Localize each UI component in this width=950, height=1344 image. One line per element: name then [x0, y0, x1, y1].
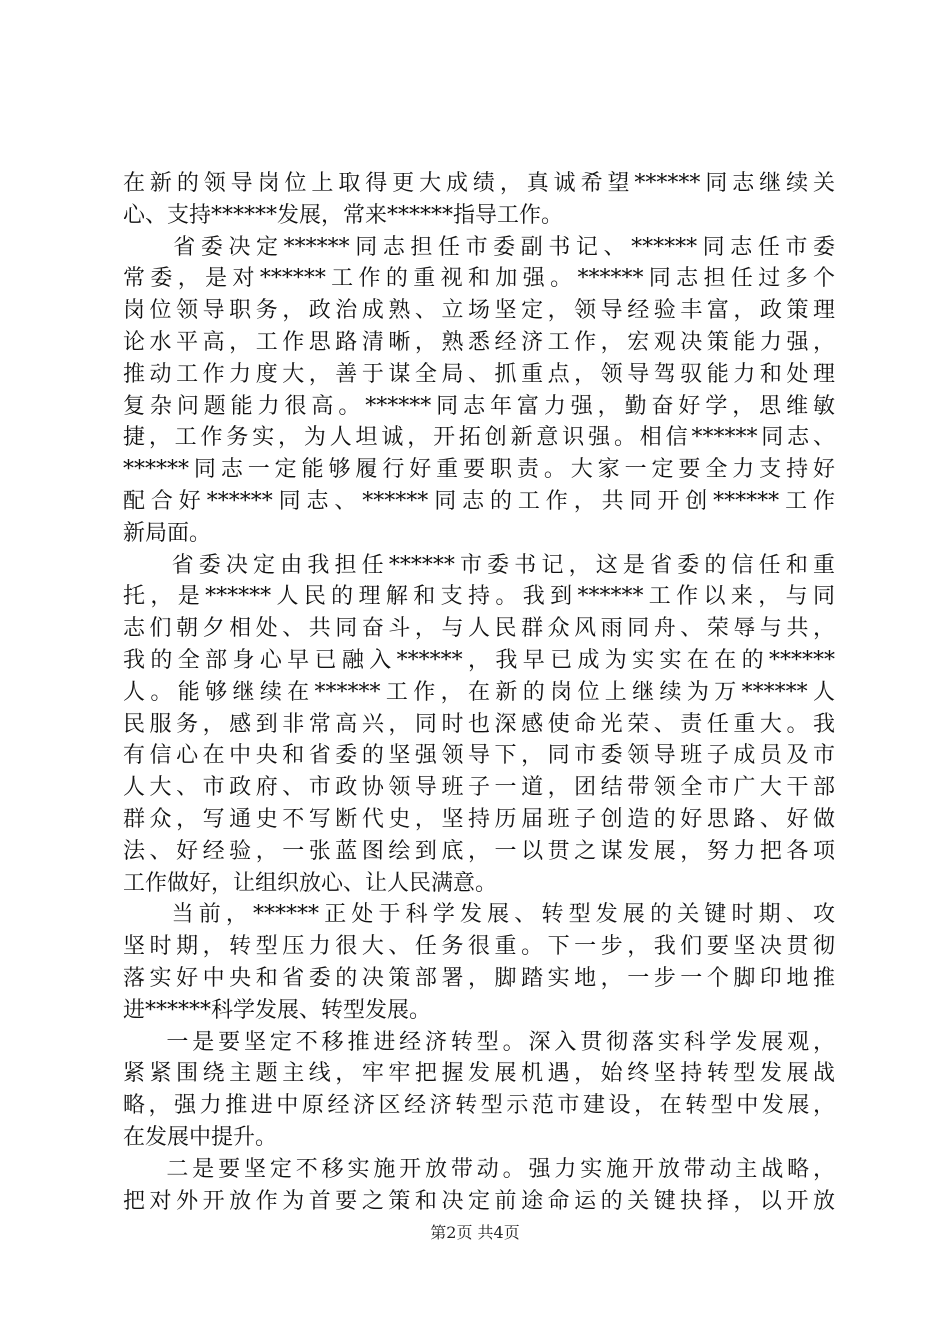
- text-line: 法、好经验，一张蓝图绘到底，一以贯之谋发展，努力把各项: [123, 838, 835, 864]
- text-line: 人。能够继续在******工作，在新的岗位上继续为万******人: [123, 679, 835, 705]
- text-line: 有信心在中央和省委的坚强领导下，同市委领导班子成员及市: [123, 743, 835, 769]
- text-line: 论水平高，工作思路清晰，熟悉经济工作，宏观决策能力强，: [123, 329, 835, 355]
- text-line: 紧紧围绕主题主线，牢牢把握发展机遇，始终坚持转型发展战: [123, 1061, 835, 1087]
- text-line: 进******科学发展、转型发展。: [123, 997, 432, 1023]
- text-line: 一是要坚定不移推进经济转型。深入贯彻落实科学发展观，: [123, 1029, 835, 1055]
- text-line: 落实好中央和省委的决策部署，脚踏实地，一步一个脚印地推: [123, 965, 835, 991]
- text-line: 工作做好，让组织放心、让人民满意。: [123, 870, 498, 896]
- text-line: 人大、市政府、市政协领导班子一道，团结带领全市广大干部: [123, 775, 835, 801]
- text-line: 坚时期，转型压力很大、任务很重。下一步，我们要坚决贯彻: [123, 934, 835, 960]
- text-line: 推动工作力度大，善于谋全局、抓重点，领导驾驭能力和处理: [123, 361, 835, 387]
- text-line: 二是要坚定不移实施开放带动。强力实施开放带动主战略，: [123, 1156, 835, 1182]
- text-line: 当前，******正处于科学发展、转型发展的关键时期、攻: [123, 902, 835, 928]
- text-line: 我的全部身心早已融入******，我早已成为实实在在的******: [123, 647, 835, 673]
- text-line: 志们朝夕相处、共同奋斗，与人民群众风雨同舟、荣辱与共，: [123, 616, 835, 642]
- text-line: ******同志一定能够履行好重要职责。大家一定要全力支持好: [123, 457, 835, 483]
- text-line: 捷，工作务实，为人坦诚，开拓创新意识强。相信******同志、: [123, 425, 835, 451]
- text-line: 群众，写通史不写断代史，坚持历届班子创造的好思路、好做: [123, 806, 835, 832]
- text-line: 常委，是对******工作的重视和加强。******同志担任过多个: [123, 266, 835, 292]
- text-line: 配合好******同志、******同志的工作，共同开创******工作: [123, 488, 835, 514]
- text-line: 省委决定由我担任******市委书记，这是省委的信任和重: [123, 552, 835, 578]
- page-number-footer: 第2页 共4页: [430, 1223, 520, 1242]
- text-line: 托，是******人民的理解和支持。我到******工作以来，与同: [123, 584, 835, 610]
- text-line: 复杂问题能力很高。******同志年富力强，勤奋好学，思维敏: [123, 393, 835, 419]
- text-line: 心、支持******发展，常来******指导工作。: [123, 202, 564, 228]
- text-line: 在发展中提升。: [123, 1124, 278, 1150]
- text-line: 岗位领导职务，政治成熟、立场坚定，领导经验丰富，政策理: [123, 298, 835, 324]
- text-line: 略，强力推进中原经济区经济转型示范市建设，在转型中发展，: [123, 1093, 835, 1119]
- text-line: 新局面。: [123, 520, 212, 546]
- document-body: [123, 168, 835, 1217]
- text-line: 把对外开放作为首要之策和决定前途命运的关键抉择，以开放: [123, 1188, 835, 1214]
- text-line: 民服务，感到非常高兴，同时也深感使命光荣、责任重大。我: [123, 711, 835, 737]
- text-line: 在新的领导岗位上取得更大成绩，真诚希望******同志继续关: [123, 171, 835, 196]
- text-line: 省委决定******同志担任市委副书记、******同志任市委: [123, 234, 835, 260]
